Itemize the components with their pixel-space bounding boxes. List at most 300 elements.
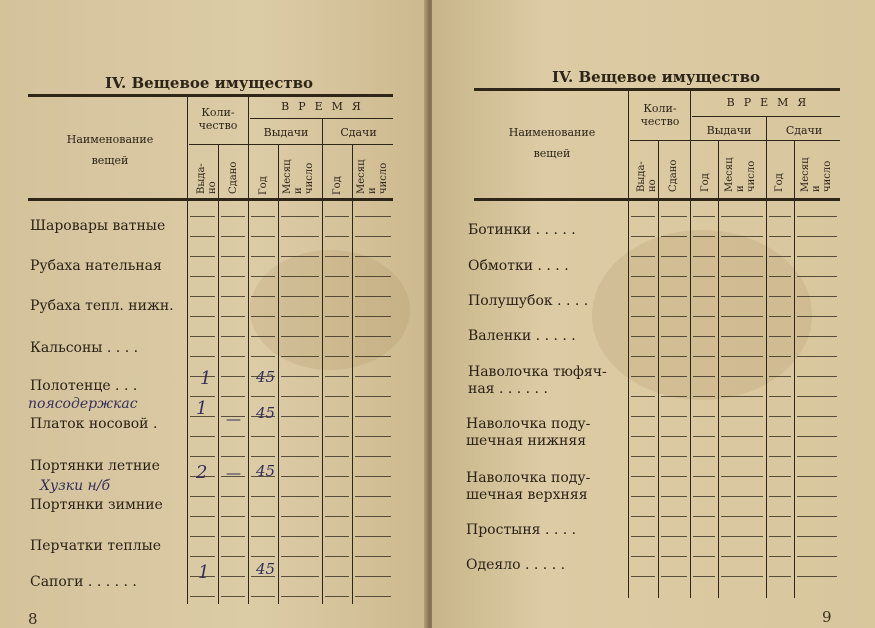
row-rule xyxy=(281,376,319,377)
row-rule xyxy=(661,236,687,237)
list-item: Обмотки . . . . xyxy=(468,258,569,274)
row-rule xyxy=(631,216,655,217)
row-rule xyxy=(355,416,391,417)
left-page xyxy=(0,0,428,628)
row-rule xyxy=(631,536,655,537)
row-rule xyxy=(721,436,763,437)
header-top-rule xyxy=(28,94,393,97)
row-rule xyxy=(251,336,275,337)
year-header: Год xyxy=(774,173,785,192)
row-rule xyxy=(190,456,215,457)
row-rule xyxy=(325,436,349,437)
handwritten-item: Хузки н/б xyxy=(40,478,111,494)
row-rule xyxy=(325,356,349,357)
row-rule xyxy=(693,416,715,417)
row-rule xyxy=(221,376,245,377)
issued-header: Выда- но xyxy=(196,163,218,194)
time-subheader-rule xyxy=(692,116,840,117)
row-rule xyxy=(797,276,837,277)
row-rule xyxy=(693,236,715,237)
handwritten-year: 45 xyxy=(256,368,276,386)
row-rule xyxy=(325,376,349,377)
row-rule xyxy=(797,296,837,297)
row-rule xyxy=(190,256,215,257)
row-rule xyxy=(721,536,763,537)
row-rule xyxy=(325,216,349,217)
row-rule xyxy=(721,256,763,257)
returned-header: Сдано xyxy=(228,161,239,194)
month-day-header: Месяц и число xyxy=(800,157,833,192)
row-rule xyxy=(661,576,687,577)
row-rule xyxy=(769,376,791,377)
row-rule xyxy=(325,316,349,317)
row-rule xyxy=(221,536,245,537)
section-title: IV. Вещевое имущество xyxy=(552,68,761,86)
row-rule xyxy=(190,596,215,597)
row-rule xyxy=(631,436,655,437)
row-rule xyxy=(281,516,319,517)
row-rule xyxy=(281,316,319,317)
row-rule xyxy=(325,556,349,557)
list-item: Портянки летние xyxy=(30,458,160,474)
row-rule xyxy=(693,536,715,537)
row-rule xyxy=(797,576,837,577)
list-item: Рубаха нательная xyxy=(30,258,162,274)
year-header: Год xyxy=(700,173,711,192)
row-rule xyxy=(355,476,391,477)
handwritten-qty: 1 xyxy=(198,562,210,583)
row-rule xyxy=(797,416,837,417)
row-rule xyxy=(251,296,275,297)
row-rule xyxy=(661,516,687,517)
list-item: Шаровары ватные xyxy=(30,218,166,234)
row-rule xyxy=(769,576,791,577)
row-rule xyxy=(631,256,655,257)
row-rule xyxy=(769,536,791,537)
row-rule xyxy=(221,216,245,217)
row-rule xyxy=(355,516,391,517)
row-rule xyxy=(325,456,349,457)
row-rule xyxy=(661,296,687,297)
row-rule xyxy=(693,336,715,337)
row-rule xyxy=(721,556,763,557)
issue-header: Выдачи xyxy=(263,126,309,139)
row-rule xyxy=(797,356,837,357)
row-rule xyxy=(631,236,655,237)
row-rule xyxy=(251,316,275,317)
month-day-header: Месяц и число xyxy=(356,159,389,194)
row-rule xyxy=(355,276,391,277)
month-day-header: Месяц и число xyxy=(724,157,757,192)
handwritten-year: 45 xyxy=(256,404,276,422)
row-rule xyxy=(661,376,687,377)
row-rule xyxy=(251,556,275,557)
row-rule xyxy=(325,496,349,497)
row-rule xyxy=(769,356,791,357)
row-rule xyxy=(221,556,245,557)
row-rule xyxy=(693,436,715,437)
return-header: Сдачи xyxy=(785,124,823,137)
row-rule xyxy=(355,236,391,237)
row-rule xyxy=(251,216,275,217)
handwritten-qty: 2 xyxy=(196,462,208,483)
row-rule xyxy=(190,336,215,337)
year-header: Год xyxy=(332,176,343,195)
item-name-header: Наименование вещей xyxy=(66,133,154,167)
row-rule xyxy=(693,316,715,317)
row-rule xyxy=(661,356,687,357)
row-rule xyxy=(721,516,763,517)
row-rule xyxy=(355,536,391,537)
row-rule xyxy=(281,536,319,537)
row-rule xyxy=(190,276,215,277)
row-rule xyxy=(769,476,791,477)
row-rule xyxy=(769,296,791,297)
row-rule xyxy=(661,496,687,497)
row-rule xyxy=(190,296,215,297)
row-rule xyxy=(721,476,763,477)
row-rule xyxy=(190,236,215,237)
row-rule xyxy=(661,396,687,397)
row-rule xyxy=(325,576,349,577)
row-rule xyxy=(769,316,791,317)
row-rule xyxy=(281,416,319,417)
list-item: Полотенце . . . xyxy=(30,378,138,394)
list-item: Рубаха тепл. нижн. xyxy=(30,298,174,314)
section-title: IV. Вещевое имущество xyxy=(105,74,314,92)
row-rule xyxy=(325,596,349,597)
handwritten-qty: 1 xyxy=(200,368,212,389)
handwritten-item: поясодержкас xyxy=(28,396,138,412)
row-rule xyxy=(355,316,391,317)
row-rule xyxy=(325,296,349,297)
column-rule xyxy=(278,144,279,604)
row-rule xyxy=(325,416,349,417)
column-rule xyxy=(794,140,795,598)
row-rule xyxy=(631,416,655,417)
row-rule xyxy=(693,516,715,517)
row-rule xyxy=(661,316,687,317)
row-rule xyxy=(221,496,245,497)
row-rule xyxy=(769,236,791,237)
row-rule xyxy=(631,356,655,357)
row-rule xyxy=(661,476,687,477)
row-rule xyxy=(251,536,275,537)
row-rule xyxy=(190,516,215,517)
row-rule xyxy=(325,236,349,237)
column-rule xyxy=(690,90,691,598)
row-rule xyxy=(221,516,245,517)
row-rule xyxy=(797,216,837,217)
row-rule xyxy=(190,356,215,357)
row-rule xyxy=(797,496,837,497)
row-rule xyxy=(721,296,763,297)
row-rule xyxy=(721,336,763,337)
row-rule xyxy=(221,336,245,337)
row-rule xyxy=(721,276,763,277)
row-rule xyxy=(281,396,319,397)
row-rule xyxy=(251,516,275,517)
row-rule xyxy=(281,576,319,577)
row-rule xyxy=(355,216,391,217)
row-rule xyxy=(355,396,391,397)
row-rule xyxy=(355,556,391,557)
row-rule xyxy=(221,256,245,257)
row-rule xyxy=(769,456,791,457)
row-rule xyxy=(661,456,687,457)
row-rule xyxy=(693,476,715,477)
row-rule xyxy=(281,276,319,277)
quantity-header: Коли- чество xyxy=(198,106,238,132)
row-rule xyxy=(769,416,791,417)
row-rule xyxy=(769,276,791,277)
row-rule xyxy=(355,356,391,357)
row-rule xyxy=(631,296,655,297)
row-rule xyxy=(797,516,837,517)
list-item: Наволочка поду- шечная верхняя xyxy=(466,470,591,503)
row-rule xyxy=(631,316,655,317)
row-rule xyxy=(797,436,837,437)
row-rule xyxy=(251,456,275,457)
row-rule xyxy=(221,356,245,357)
list-item: Полушубок . . . . xyxy=(468,293,589,309)
row-rule xyxy=(769,496,791,497)
row-rule xyxy=(693,216,715,217)
list-item: Валенки . . . . . xyxy=(468,328,576,344)
row-rule xyxy=(661,216,687,217)
row-rule xyxy=(221,596,245,597)
header-bottom-rule xyxy=(474,198,840,201)
page-number: 8 xyxy=(28,610,38,628)
list-item: Платок носовой . xyxy=(30,416,158,432)
row-rule xyxy=(769,256,791,257)
row-rule xyxy=(251,236,275,237)
row-rule xyxy=(190,216,215,217)
row-rule xyxy=(355,456,391,457)
column-rule xyxy=(322,118,323,604)
row-rule xyxy=(661,556,687,557)
row-rule xyxy=(693,256,715,257)
row-rule xyxy=(631,516,655,517)
month-day-header: Месяц и число xyxy=(282,159,315,194)
row-rule xyxy=(661,436,687,437)
column-rule xyxy=(248,96,249,604)
row-rule xyxy=(631,476,655,477)
row-rule xyxy=(797,236,837,237)
handwritten-year: 45 xyxy=(256,462,276,480)
row-rule xyxy=(797,476,837,477)
row-rule xyxy=(190,556,215,557)
row-rule xyxy=(251,276,275,277)
row-rule xyxy=(221,276,245,277)
row-rule xyxy=(355,436,391,437)
header-top-rule xyxy=(474,88,840,91)
row-rule xyxy=(693,376,715,377)
row-rule xyxy=(631,576,655,577)
row-rule xyxy=(221,456,245,457)
list-item: Простыня . . . . xyxy=(466,522,577,538)
row-rule xyxy=(721,236,763,237)
time-header: ВРЕМЯ xyxy=(281,100,370,113)
row-rule xyxy=(190,396,215,397)
row-rule xyxy=(355,576,391,577)
row-rule xyxy=(721,396,763,397)
row-rule xyxy=(693,296,715,297)
list-item: Кальсоны . . . . xyxy=(30,340,139,356)
row-rule xyxy=(797,536,837,537)
list-item: Портянки зимние xyxy=(30,497,163,513)
row-rule xyxy=(221,296,245,297)
row-rule xyxy=(631,556,655,557)
column-rule xyxy=(187,96,188,604)
row-rule xyxy=(721,376,763,377)
row-rule xyxy=(221,396,245,397)
column-rule xyxy=(766,116,767,598)
row-rule xyxy=(281,556,319,557)
row-rule xyxy=(281,476,319,477)
row-rule xyxy=(721,416,763,417)
time-header: ВРЕМЯ xyxy=(726,96,816,109)
row-rule xyxy=(251,596,275,597)
row-rule xyxy=(325,276,349,277)
row-rule xyxy=(631,376,655,377)
row-rule xyxy=(325,476,349,477)
row-rule xyxy=(693,276,715,277)
row-rule xyxy=(631,396,655,397)
handwritten-qty: 1 xyxy=(196,398,208,419)
page-number: 9 xyxy=(822,608,832,626)
row-rule xyxy=(355,496,391,497)
right-page xyxy=(432,0,875,628)
row-rule xyxy=(661,276,687,277)
column-rule xyxy=(628,90,629,598)
row-rule xyxy=(797,376,837,377)
row-rule xyxy=(721,576,763,577)
row-rule xyxy=(190,496,215,497)
issue-header: Выдачи xyxy=(706,124,752,137)
row-rule xyxy=(281,356,319,357)
row-rule xyxy=(631,336,655,337)
column-rule xyxy=(352,144,353,604)
row-rule xyxy=(281,256,319,257)
row-rule xyxy=(221,436,245,437)
item-name-header: Наименование вещей xyxy=(508,126,596,160)
row-rule xyxy=(325,336,349,337)
returned-header: Сдано xyxy=(668,159,679,192)
quantity-header: Коли- чество xyxy=(640,102,680,128)
row-rule xyxy=(190,316,215,317)
row-rule xyxy=(281,336,319,337)
row-rule xyxy=(190,536,215,537)
subheader-rule xyxy=(189,144,393,145)
row-rule xyxy=(693,356,715,357)
handwritten-returned: — xyxy=(226,410,241,428)
list-item: Ботинки . . . . . xyxy=(468,222,576,238)
row-rule xyxy=(797,456,837,457)
time-subheader-rule xyxy=(250,118,393,119)
column-rule xyxy=(658,140,659,598)
year-header: Год xyxy=(258,176,269,195)
list-item: Одеяло . . . . . xyxy=(466,557,566,573)
row-rule xyxy=(281,296,319,297)
row-rule xyxy=(721,316,763,317)
row-rule xyxy=(355,296,391,297)
row-rule xyxy=(721,456,763,457)
list-item: Перчатки теплые xyxy=(30,538,162,554)
row-rule xyxy=(693,456,715,457)
list-item: Наволочка тюфяч- ная . . . . . . xyxy=(468,364,607,397)
row-rule xyxy=(281,456,319,457)
row-rule xyxy=(693,496,715,497)
handwritten-returned: — xyxy=(226,464,241,482)
row-rule xyxy=(251,256,275,257)
row-rule xyxy=(797,256,837,257)
row-rule xyxy=(251,356,275,357)
row-rule xyxy=(769,396,791,397)
row-rule xyxy=(631,496,655,497)
row-rule xyxy=(661,536,687,537)
row-rule xyxy=(797,336,837,337)
list-item: Наволочка поду- шечная нижняя xyxy=(466,416,591,449)
row-rule xyxy=(325,536,349,537)
row-rule xyxy=(355,336,391,337)
row-rule xyxy=(251,496,275,497)
return-header: Сдачи xyxy=(340,126,377,139)
row-rule xyxy=(721,496,763,497)
row-rule xyxy=(661,416,687,417)
list-item: Сапоги . . . . . . xyxy=(30,574,137,590)
issued-header: Выда- но xyxy=(636,161,658,192)
row-rule xyxy=(221,236,245,237)
row-rule xyxy=(325,516,349,517)
subheader-rule xyxy=(630,140,840,141)
row-rule xyxy=(281,436,319,437)
row-rule xyxy=(769,336,791,337)
row-rule xyxy=(325,256,349,257)
row-rule xyxy=(251,396,275,397)
column-rule xyxy=(218,144,219,604)
handwritten-year: 45 xyxy=(256,560,276,578)
row-rule xyxy=(769,216,791,217)
row-rule xyxy=(769,516,791,517)
row-rule xyxy=(355,256,391,257)
row-rule xyxy=(631,456,655,457)
row-rule xyxy=(769,556,791,557)
row-rule xyxy=(281,596,319,597)
row-rule xyxy=(355,596,391,597)
row-rule xyxy=(631,276,655,277)
row-rule xyxy=(797,396,837,397)
row-rule xyxy=(661,336,687,337)
row-rule xyxy=(693,576,715,577)
row-rule xyxy=(661,256,687,257)
row-rule xyxy=(221,576,245,577)
column-rule xyxy=(718,140,719,598)
row-rule xyxy=(325,396,349,397)
row-rule xyxy=(693,556,715,557)
row-rule xyxy=(721,356,763,357)
row-rule xyxy=(190,436,215,437)
row-rule xyxy=(693,396,715,397)
stain xyxy=(250,250,410,370)
row-rule xyxy=(251,436,275,437)
row-rule xyxy=(769,436,791,437)
row-rule xyxy=(721,216,763,217)
row-rule xyxy=(797,556,837,557)
row-rule xyxy=(221,316,245,317)
header-bottom-rule xyxy=(28,198,393,201)
row-rule xyxy=(281,236,319,237)
